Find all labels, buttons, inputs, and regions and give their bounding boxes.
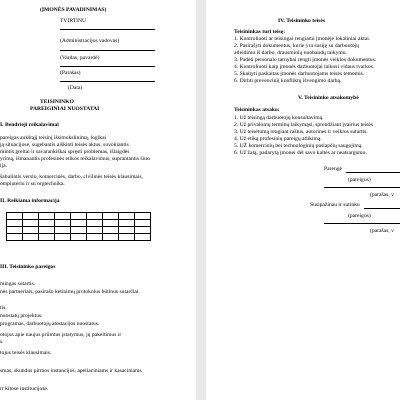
approved-label: TVIRTINU <box>60 18 87 24</box>
responsibility-item: 5. UŽ komercinių bei technologinių paslapčių saugojimą. <box>234 143 363 149</box>
agreed-position-label: (pareigos) <box>348 213 371 219</box>
signature-line <box>60 81 155 82</box>
agreed-label: Susipažinau ir sutinku <box>310 202 360 208</box>
section-rights-heading: IV. Teisininko teisės <box>278 18 325 24</box>
prepared-label: Parengė <box>324 166 343 172</box>
general-text-line: ompiuteriu ir su orgtechnika. <box>0 181 65 187</box>
signature-field-admin: (Administracijos vadovas) <box>60 38 120 44</box>
duty-line: nuostatų projektus. <box>0 313 43 319</box>
rights-item: 1. Kontroliuoti ar teisingai rengiami įmonėje lokaliniai aktai. <box>234 36 371 42</box>
signature-line <box>346 172 400 173</box>
signature-line <box>364 208 400 209</box>
document-title-line2: PAREIGINIAI NUOSTATAI <box>30 106 100 112</box>
general-text-line: yrimą, išmanantis profesinės etikos reikalavimus, suprantantis šiuo <box>0 156 150 162</box>
duty-line: rr kitose institucijose. <box>0 386 49 392</box>
responsibility-item: 6. Už žalą, padarytą įmonei dėl savo kaltės ar neatsargumo. <box>234 150 367 156</box>
section-duties-heading: III. Teisininko pareigos <box>0 264 56 270</box>
responsibility-item: 1. Už teisingą darbuotojų konsultavimą. <box>234 115 324 121</box>
section-info-heading: II. Reikiama informacija <box>0 198 60 204</box>
rights-item: atleidimu iš darbo, drausminių nuobaudų taikymu. <box>234 50 347 56</box>
signature-field-signature: (Parašas) <box>60 70 81 76</box>
general-text-line: šabulintis verslo, komercinės, darbo, civilinės teisės klausimais, <box>0 174 143 180</box>
responsibility-item: 3. Už teisėtumą rengiant raštus, autorines ir veiklos sutartis. <box>234 129 368 135</box>
page-gutter <box>196 0 206 400</box>
responsibility-header: Teisininkas atsako: <box>234 107 280 113</box>
duty-line: smas, skundus pirmos instancijos, apeliaciniams ir kasaciniams <box>0 368 142 374</box>
signature-line <box>60 50 155 51</box>
duty-line: tojus teisės klausimais. <box>0 350 52 356</box>
rights-item: 2. Pasirašyti dokumentus, kurie yra susiję su darbuotojų <box>234 43 360 49</box>
duty-line: s. <box>0 339 4 345</box>
signature-line <box>60 66 155 67</box>
duty-line: otojus apie naujus priimtus įstatymus, jų pakeitimus ir <box>0 332 122 338</box>
prepared-signature-label: (parašas, v <box>370 192 394 198</box>
general-text-line: ija. <box>0 163 7 169</box>
general-text-line: ją situacijose, sugebantis aiškinti teisės aktus, suvokiantis <box>0 142 129 148</box>
rights-item: 3. Padėti personalo tarnybai rengti įmonės veiklos dokumentus. <box>234 57 377 63</box>
duty-line: tis. <box>0 305 7 311</box>
signature-field-name: (Vardas, pavardė) <box>60 55 100 61</box>
signature-field-date: (Data) <box>68 85 83 91</box>
rights-item: 4. Kontroliuoti kaip įmonės darbuotojai laikosi vidaus tvarkos. <box>234 64 375 70</box>
rights-item: 5. Skaityti paskaitas įmonės darbuotojams teisės temomis. <box>234 71 365 77</box>
responsibility-item: 2. Už privalomų terminų laikymąsi, sprendžiant įvairius teisės <box>234 122 374 128</box>
signature-line <box>324 223 400 224</box>
responsibility-item: 4. Už etiką profesinių pareigų atlikimą. <box>234 136 322 142</box>
company-name: (ĮMONĖS PAVADINIMAS) <box>40 7 107 13</box>
general-text-line: pareigas aukštąjį teisinį išsimokslinimą, logikai <box>0 135 107 141</box>
signature-line <box>60 29 155 30</box>
duty-line: mingas sutartis. <box>0 281 36 287</box>
agreed-signature-label: (parašas, v <box>370 228 394 234</box>
prepared-position-label: (pareigos) <box>348 177 371 183</box>
general-text-line: mintis greitai ir savarankiškai spręsti problemas, išlaigdės <box>0 149 130 155</box>
left-document-page <box>0 0 196 400</box>
rights-header: Teisininkas turi teisę: <box>234 29 286 35</box>
signature-line <box>324 187 400 188</box>
information-table <box>6 212 151 241</box>
duty-line: programas, darbuotojų atestacijos nuostatus. <box>0 321 100 327</box>
section-responsibility-heading: V. Teisininko atsakomybė <box>298 95 359 101</box>
rights-item: 6. Dirbti prevenciniį konfliktų išvengimo darbą. <box>234 78 342 84</box>
document-title-line1: TEISININKO <box>40 99 74 105</box>
section-general-heading: I. Bendrieji reikalavimai <box>0 122 59 128</box>
duty-line: nės partneriais, pasirašo ketinimų protokolus būtinus sutarčiai <box>0 289 139 295</box>
right-document-page <box>206 0 400 400</box>
